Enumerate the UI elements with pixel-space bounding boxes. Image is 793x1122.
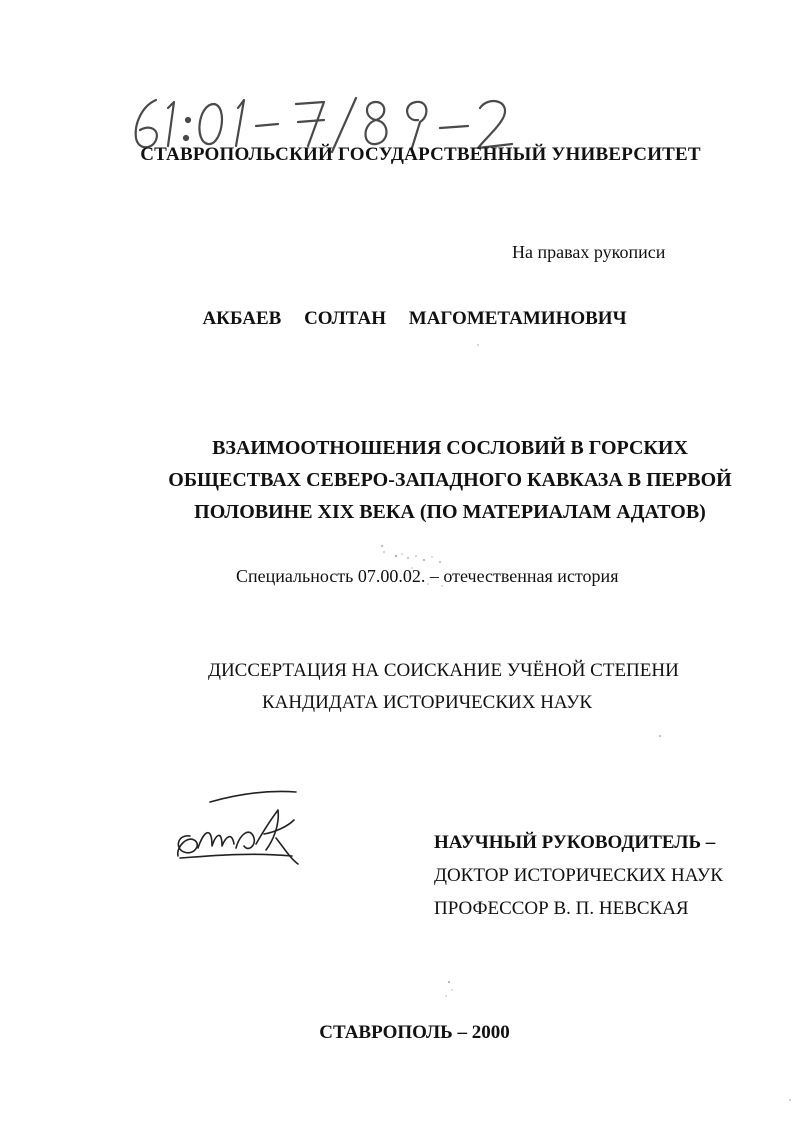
scientific-advisor-block (434, 826, 723, 925)
degree-line-2: КАНДИДАТА ИСТОРИЧЕСКИХ НАУК (262, 692, 593, 713)
author-signature (168, 786, 308, 868)
advisor-name: ПРОФЕССОР В. П. НЕВСКАЯ (434, 898, 689, 919)
city-year: СТАВРОПОЛЬ – 2000 (319, 1022, 510, 1043)
dissertation-title (150, 432, 750, 528)
degree-line-1: ДИССЕРТАЦИЯ НА СОИСКАНИЕ УЧЁНОЙ СТЕПЕНИ (208, 660, 679, 681)
title-line-3: ПОЛОВИНЕ XIX ВЕКА (ПО МАТЕРИАЛАМ АДАТОВ) (194, 501, 706, 523)
university-name: СТАВРОПОЛЬСКИЙ ГОСУДАРСТВЕННЫЙ УНИВЕРСИТЕТ (140, 144, 701, 165)
author-name: АКБАЕВ СОЛТАН МАГОМЕТАМИНОВИЧ (202, 308, 627, 329)
advisor-degree: ДОКТОР ИСТОРИЧЕСКИХ НАУК (434, 865, 723, 886)
title-line-1: ВЗАИМООТНОШЕНИЯ СОСЛОВИЙ В ГОРСКИХ (212, 437, 688, 459)
title-line-2: ОБЩЕСТВАХ СЕВЕРО-ЗАПАДНОГО КАВКАЗА В ПЕРВОЙ (168, 469, 732, 491)
manuscript-note: На правах рукописи (512, 242, 666, 262)
specialty-line: Специальность 07.00.02. – отечественная история (236, 566, 619, 586)
advisor-role: НАУЧНЫЙ РУКОВОДИТЕЛЬ – (434, 832, 716, 853)
